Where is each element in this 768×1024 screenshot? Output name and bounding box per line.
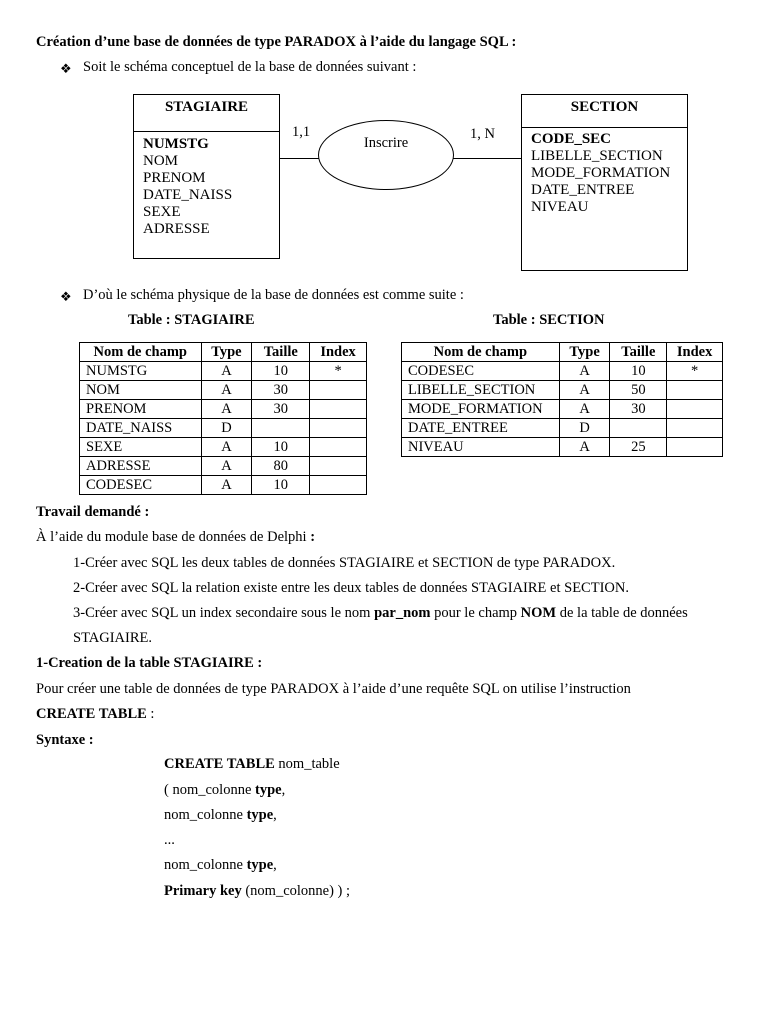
cell-index: * [310, 362, 367, 381]
entity-field: LIBELLE_SECTION [531, 148, 663, 164]
keyword-tail: : [146, 706, 155, 722]
column-header: Index [310, 343, 367, 362]
cell-index [667, 419, 723, 438]
table-row [402, 419, 723, 438]
section-1-keyword-line [36, 706, 154, 723]
sql-keyword: Primary key [164, 883, 242, 899]
syntax-line-4: ... [164, 832, 175, 848]
association-inscrire [318, 120, 454, 190]
cell-size: 25 [610, 438, 667, 457]
cell-type: A [201, 476, 252, 495]
cell-field-name: DATE_ENTREE [402, 419, 560, 438]
cell-index [667, 381, 723, 400]
table-section [401, 342, 723, 457]
cell-size: 30 [252, 400, 310, 419]
table-section-caption: Table : SECTION [493, 312, 605, 328]
cell-size: 10 [610, 362, 667, 381]
section-1-title: 1-Creation de la table STAGIAIRE : [36, 655, 263, 671]
cardinality-right: 1, N [470, 126, 495, 142]
syntax-text: , [281, 782, 286, 798]
syntax-text: nom_colonne [164, 857, 247, 873]
bullet-diamond-icon: ❖ [60, 61, 72, 76]
cell-index [310, 457, 367, 476]
work-item-3-continued: STAGIAIRE. [73, 630, 152, 646]
cell-field-name: CODESEC [80, 476, 202, 495]
cell-field-name: NUMSTG [80, 362, 202, 381]
sql-keyword: type [255, 782, 282, 798]
table-row [402, 381, 723, 400]
syntax-title: Syntaxe : [36, 732, 94, 748]
index-name: par_nom [374, 605, 431, 621]
entity-stagiaire [133, 94, 280, 259]
column-header: Type [201, 343, 252, 362]
bullet-diamond-icon: ❖ [60, 289, 72, 304]
entity-divider [134, 131, 279, 132]
syntax-line-6 [164, 883, 350, 900]
cell-field-name: NIVEAU [402, 438, 560, 457]
cell-field-name: DATE_NAISS [80, 419, 202, 438]
sql-keyword: CREATE TABLE [36, 706, 147, 722]
work-item-3-text: de la table de données [556, 605, 688, 621]
cell-size [610, 419, 667, 438]
work-intro-text: À l’aide du module base de données de Delphi [36, 529, 307, 545]
column-header: Taille [610, 343, 667, 362]
column-header: Type [559, 343, 610, 362]
cell-index: * [667, 362, 723, 381]
table-stagiaire [79, 342, 367, 495]
syntax-line-3 [164, 807, 277, 824]
table-row [80, 476, 367, 495]
table-row [80, 381, 367, 400]
syntax-line-2 [164, 782, 285, 799]
table-row [80, 400, 367, 419]
entity-key-field: NUMSTG [143, 136, 209, 152]
syntax-line-5 [164, 857, 277, 874]
entity-field: NOM [143, 153, 179, 169]
entity-field: NIVEAU [531, 199, 589, 215]
cell-size: 50 [610, 381, 667, 400]
table-row [402, 400, 723, 419]
entity-field: ADRESSE [143, 221, 210, 237]
entity-key-field: CODE_SEC [531, 131, 612, 147]
syntax-text: (nom_colonne) ) ; [241, 883, 351, 899]
cell-index [667, 438, 723, 457]
entity-divider [522, 127, 687, 128]
cell-type: A [559, 381, 610, 400]
cell-index [310, 476, 367, 495]
table-row [80, 362, 367, 381]
section-1-text: Pour créer une table de données de type PARADOX à l’aide d’une requête SQL on utilise l’instruction [36, 681, 631, 697]
cell-field-name: CODESEC [402, 362, 560, 381]
sql-keyword: type [246, 807, 274, 823]
table-header-row [80, 343, 367, 362]
work-item-3 [73, 605, 688, 622]
column-header: Nom de champ [402, 343, 560, 362]
cell-field-name: SEXE [80, 438, 202, 457]
work-title: Travail demandé : [36, 504, 150, 520]
entity-section [521, 94, 688, 271]
cell-size: 10 [252, 476, 310, 495]
syntax-text: nom_table [274, 756, 340, 772]
cell-field-name: LIBELLE_SECTION [402, 381, 560, 400]
sql-keyword: type [246, 857, 274, 873]
work-item-2: 2-Créer avec SQL la relation existe entre les deux tables de données STAGIAIRE et SECTION. [73, 580, 629, 596]
column-header: Taille [252, 343, 310, 362]
cell-size: 30 [610, 400, 667, 419]
cell-index [310, 381, 367, 400]
cell-type: D [201, 419, 252, 438]
cell-index [310, 400, 367, 419]
cell-type: A [201, 438, 252, 457]
sql-keyword: CREATE TABLE [164, 756, 275, 772]
cell-size [252, 419, 310, 438]
cell-size: 80 [252, 457, 310, 476]
table-row [402, 362, 723, 381]
entity-section-title: SECTION [570, 99, 639, 115]
syntax-line-1 [164, 756, 340, 773]
syntax-text: , [273, 807, 277, 823]
column-header: Index [667, 343, 723, 362]
association-label: Inscrire [363, 135, 409, 151]
intro-physical-text: D’où le schéma physique de la base de données est comme suite : [83, 287, 464, 303]
cardinality-left: 1,1 [292, 124, 311, 140]
cell-type: A [559, 362, 610, 381]
cell-type: D [559, 419, 610, 438]
entity-field: SEXE [143, 204, 181, 220]
cell-type: A [201, 381, 252, 400]
entity-stagiaire-fields [143, 136, 232, 238]
table-row [80, 457, 367, 476]
document-heading: Création d’une base de données de type PARADOX à l’aide du langage SQL : [36, 34, 517, 50]
work-item-3-text: 3-Créer avec SQL un index secondaire sous le nom [73, 605, 375, 621]
entity-stagiaire-title: STAGIAIRE [164, 99, 249, 115]
cell-size: 10 [252, 438, 310, 457]
work-intro [36, 529, 315, 546]
cell-field-name: ADRESSE [80, 457, 202, 476]
table-row [402, 438, 723, 457]
field-name: NOM [520, 605, 557, 621]
table-stagiaire-caption: Table : STAGIAIRE [128, 312, 255, 328]
cell-size: 10 [252, 362, 310, 381]
column-header: Nom de champ [80, 343, 202, 362]
cell-index [310, 438, 367, 457]
syntax-text: nom_colonne [164, 807, 247, 823]
cell-type: A [559, 400, 610, 419]
syntax-text: ( nom_colonne [164, 782, 256, 798]
work-item-1: 1-Créer avec SQL les deux tables de données STAGIAIRE et SECTION de type PARADOX. [73, 555, 616, 571]
cell-type: A [559, 438, 610, 457]
cell-size: 30 [252, 381, 310, 400]
cell-field-name: PRENOM [80, 400, 202, 419]
cell-field-name: MODE_FORMATION [402, 400, 560, 419]
table-header-row [402, 343, 723, 362]
cell-field-name: NOM [80, 381, 202, 400]
intro-conceptual-text: Soit le schéma conceptuel de la base de données suivant : [83, 59, 417, 75]
entity-section-fields [531, 131, 670, 216]
cell-index [310, 419, 367, 438]
syntax-text: , [273, 857, 277, 873]
table-row [80, 419, 367, 438]
entity-field: PRENOM [143, 170, 206, 186]
entity-field: DATE_ENTREE [531, 182, 635, 198]
cell-type: A [201, 400, 252, 419]
cell-type: A [201, 362, 252, 381]
entity-field: MODE_FORMATION [531, 165, 671, 181]
cell-index [667, 400, 723, 419]
work-intro-colon: : [306, 529, 316, 545]
entity-field: DATE_NAISS [143, 187, 233, 203]
work-item-3-text: pour le champ [430, 605, 521, 621]
table-row [80, 438, 367, 457]
cell-type: A [201, 457, 252, 476]
